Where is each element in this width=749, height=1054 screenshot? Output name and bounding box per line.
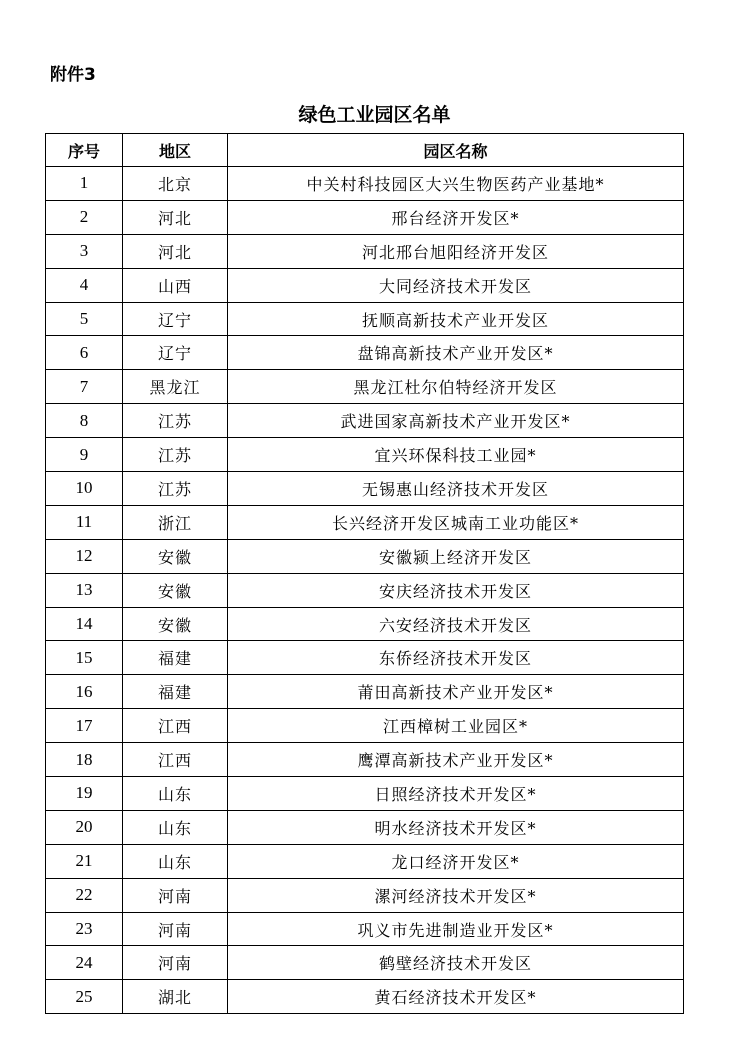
cell-region: 山东 (123, 810, 228, 844)
cell-serial-number: 22 (46, 878, 123, 912)
table-row (46, 675, 684, 709)
cell-region: 浙江 (123, 505, 228, 539)
header-park-name: 园区名称 (228, 134, 684, 167)
cell-park-name: 抚顺高新技术产业开发区 (228, 302, 684, 336)
table-row (46, 573, 684, 607)
cell-park-name: 江西樟树工业园区* (228, 709, 684, 743)
cell-park-name: 龙口经济开发区* (228, 844, 684, 878)
table-row (46, 268, 684, 302)
table-row (46, 810, 684, 844)
table-row (46, 404, 684, 438)
cell-park-name: 鹰潭高新技术产业开发区* (228, 743, 684, 777)
cell-park-name: 黄石经济技术开发区* (228, 980, 684, 1014)
header-serial-number: 序号 (46, 134, 123, 167)
cell-park-name: 邢台经济开发区* (228, 200, 684, 234)
table-row (46, 946, 684, 980)
cell-serial-number: 12 (46, 539, 123, 573)
cell-park-name: 六安经济技术开发区 (228, 607, 684, 641)
cell-serial-number: 19 (46, 777, 123, 811)
cell-region: 湖北 (123, 980, 228, 1014)
cell-serial-number: 9 (46, 438, 123, 472)
cell-serial-number: 25 (46, 980, 123, 1014)
cell-region: 河北 (123, 234, 228, 268)
cell-serial-number: 14 (46, 607, 123, 641)
cell-park-name: 鹤壁经济技术开发区 (228, 946, 684, 980)
table-row (46, 505, 684, 539)
cell-region: 安徽 (123, 607, 228, 641)
document-title: 绿色工业园区名单 (298, 104, 451, 126)
table-row (46, 709, 684, 743)
cell-serial-number: 7 (46, 370, 123, 404)
cell-region: 江西 (123, 709, 228, 743)
cell-serial-number: 10 (46, 472, 123, 506)
table-row (46, 980, 684, 1014)
cell-region: 北京 (123, 167, 228, 201)
cell-park-name: 漯河经济技术开发区* (228, 878, 684, 912)
cell-park-name: 大同经济技术开发区 (228, 268, 684, 302)
cell-park-name: 河北邢台旭阳经济开发区 (228, 234, 684, 268)
cell-region: 河南 (123, 912, 228, 946)
cell-serial-number: 21 (46, 844, 123, 878)
cell-region: 山东 (123, 777, 228, 811)
table-row (46, 641, 684, 675)
cell-serial-number: 8 (46, 404, 123, 438)
cell-serial-number: 15 (46, 641, 123, 675)
cell-park-name: 巩义市先进制造业开发区* (228, 912, 684, 946)
cell-serial-number: 6 (46, 336, 123, 370)
cell-region: 安徽 (123, 539, 228, 573)
cell-region: 辽宁 (123, 336, 228, 370)
cell-park-name: 中关村科技园区大兴生物医药产业基地* (228, 167, 684, 201)
table-row (46, 539, 684, 573)
cell-serial-number: 23 (46, 912, 123, 946)
cell-serial-number: 18 (46, 743, 123, 777)
table-row (46, 878, 684, 912)
table-row (46, 370, 684, 404)
cell-serial-number: 2 (46, 200, 123, 234)
cell-park-name: 莆田高新技术产业开发区* (228, 675, 684, 709)
cell-park-name: 明水经济技术开发区* (228, 810, 684, 844)
table-header-row (46, 134, 684, 167)
table-row (46, 200, 684, 234)
cell-serial-number: 13 (46, 573, 123, 607)
cell-serial-number: 11 (46, 505, 123, 539)
cell-park-name: 安庆经济技术开发区 (228, 573, 684, 607)
cell-region: 河南 (123, 946, 228, 980)
cell-region: 黑龙江 (123, 370, 228, 404)
header-region: 地区 (123, 134, 228, 167)
table-row (46, 167, 684, 201)
cell-serial-number: 20 (46, 810, 123, 844)
cell-region: 山西 (123, 268, 228, 302)
cell-park-name: 长兴经济开发区城南工业功能区* (228, 505, 684, 539)
cell-serial-number: 24 (46, 946, 123, 980)
cell-region: 江苏 (123, 472, 228, 506)
cell-region: 江苏 (123, 438, 228, 472)
cell-region: 福建 (123, 675, 228, 709)
cell-region: 福建 (123, 641, 228, 675)
cell-park-name: 安徽颍上经济开发区 (228, 539, 684, 573)
cell-serial-number: 5 (46, 302, 123, 336)
table-row (46, 777, 684, 811)
attachment-label: 附件3 (50, 65, 96, 85)
table-row (46, 607, 684, 641)
cell-region: 河南 (123, 878, 228, 912)
cell-serial-number: 4 (46, 268, 123, 302)
cell-region: 辽宁 (123, 302, 228, 336)
cell-region: 山东 (123, 844, 228, 878)
cell-park-name: 黑龙江杜尔伯特经济开发区 (228, 370, 684, 404)
cell-park-name: 东侨经济技术开发区 (228, 641, 684, 675)
table-row (46, 912, 684, 946)
table-row (46, 472, 684, 506)
cell-park-name: 武进国家高新技术产业开发区* (228, 404, 684, 438)
cell-serial-number: 16 (46, 675, 123, 709)
cell-park-name: 宜兴环保科技工业园* (228, 438, 684, 472)
cell-region: 江苏 (123, 404, 228, 438)
table-row (46, 302, 684, 336)
cell-region: 安徽 (123, 573, 228, 607)
table-row (46, 336, 684, 370)
cell-serial-number: 1 (46, 167, 123, 201)
cell-park-name: 无锡惠山经济技术开发区 (228, 472, 684, 506)
cell-serial-number: 17 (46, 709, 123, 743)
cell-serial-number: 3 (46, 234, 123, 268)
park-list-table (45, 133, 684, 1014)
cell-region: 江西 (123, 743, 228, 777)
cell-region: 河北 (123, 200, 228, 234)
table-row (46, 438, 684, 472)
cell-park-name: 盘锦高新技术产业开发区* (228, 336, 684, 370)
table-row (46, 743, 684, 777)
cell-park-name: 日照经济技术开发区* (228, 777, 684, 811)
table-row (46, 234, 684, 268)
table-row (46, 844, 684, 878)
